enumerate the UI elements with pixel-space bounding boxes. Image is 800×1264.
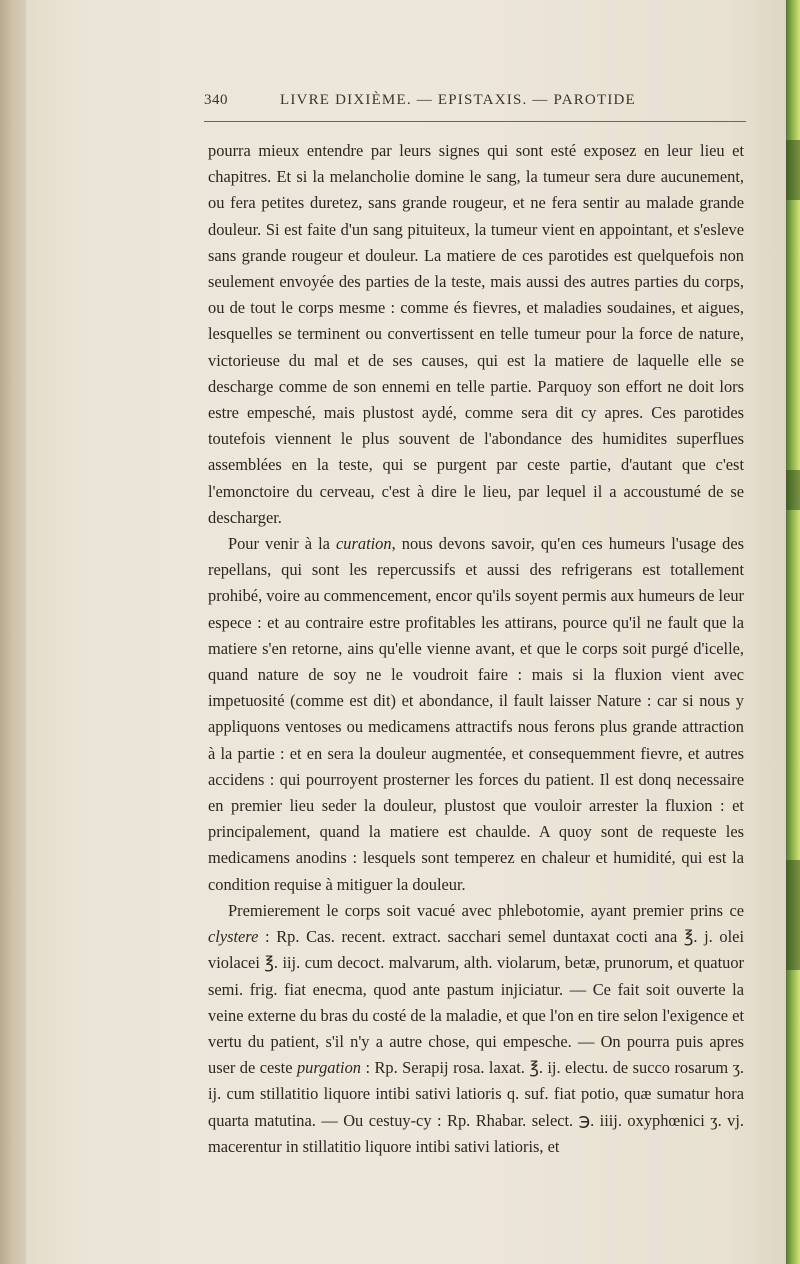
page-header: [0, 92, 800, 114]
paragraph-text: Pour venir à la: [228, 534, 337, 554]
fore-edge-stain: [786, 470, 800, 510]
paragraph-prescriptions: [208, 898, 744, 1160]
fore-edge-stain: [786, 140, 800, 200]
paragraph-text: , nous devons savoir, qu'en ces humeurs l'usage des repellans, qui sont les repercussifs et aussi des refrigerans est totallement prohibé, voire au commencement, encor qu'ils soyent permis aux humeurs de leur espece : et au contraire estre profitables les attirans, pource qu'il ne fault que la matiere s'en retorne, ains qu'elle vienne avant, et que le corps soit purgé d'icelle, quand nature de soy ne le voudroit faire : mais si la fluxion vient avec impetuosité (comme est dit) et abondance, il fault laisser Nature : car si nous y appliquons ventoses ou medicamens attractifs nous ferons plus grande attraction à la partie : et en sera la douleur augmentée, et consequemment fievre, et autres accidens : qui pourroyent prosterner les forces du patient. Il est donq necessaire en premier lieu seder la douleur, plustost que vouloir arrester la fluxion : et principalement, quand la matiere est chaulde. A quoy sont de requeste les medicamens anodins : lesquels sont temperez en chaleur et humidité, qui est la condition requise à mitiguer la douleur.: [208, 534, 744, 894]
fore-edge: [786, 0, 800, 1264]
italic-purgation: purgation: [296, 1058, 361, 1078]
paragraph-text: Premierement le corps soit vacué avec phlebotomie, ayant premier prins ce: [228, 900, 744, 920]
paragraph-text: : Rp. Cas. recent. extract. sacchari semel duntaxat cocti ana ℥. j. olei violacei ℥. iij. cum decoct. malvarum, alth. violarum, betæ, prunorum, et quatuor semi. frig. fiat enecma, quod ante pastum injiciatur. — Ce fait soit ouverte la veine externe du bras du costé de la maladie, et que l'on en tire selon l'exigence et vertu du patient, s'il n'y a autre chose, qui empesche. — On pourra puis apres user de ceste: [208, 927, 744, 1078]
header-rule: [204, 121, 746, 122]
paragraph-curation: [208, 531, 744, 898]
paragraph-text: : Rp. Serapij rosa. laxat. ℥. ij. electu. de succo rosarum ʒ. ij. cum stillatitio liquore intibi sativi latioris q. suf. fiat potio, quæ sumatur hora quarta matutina. — Ou cestuy-cy : Rp. Rhabar. select. ℈. iiij. oxyphœnici ʒ. vj. macerentur in stillatitio liquore intibi sativi latioris, et: [208, 1058, 745, 1156]
italic-curation: curation: [336, 534, 392, 554]
fore-edge-stain: [786, 860, 800, 970]
page-number: 340: [204, 92, 228, 108]
italic-clystere: clystere: [208, 927, 259, 947]
running-head: LIVRE DIXIÈME. — EPISTAXIS. — PAROTIDE: [280, 92, 636, 108]
paragraph-1: pourra mieux entendre par leurs signes qui sont esté exposez en leur lieu et chapitres. Et si la melancholie domine le sang, la tumeur sera dure aucunement, ou fera petites duretez, sans grande rougeur, et ne fera sentir au malade grande douleur. Si est faite d'un sang pituiteux, la tumeur vient en appointant, et s'esleve sans grande rougeur et douleur. La matiere de ces parotides est quelquefois non seulement envoyée des parties de la teste, mais aussi des autres parties du corps, ou de tout le corps mesme : comme és fievres, et maladies soudaines, et aigues, lesquelles se terminent ou convertissent en telle tumeur pour la force de nature, victorieuse du mal et de ses causes, qui est la matiere de laquelle elle se descharge comme de son ennemi en telle partie. Parquoy son effort ne doit lors estre empesché, mais plustost aydé, comme sera dit cy apres. Ces parotides toutefois viennent le plus souvent de l'abondance des humidites superflues assemblées en la teste, qui se purgent par ceste partie, d'autant que c'est l'emonctoire du cerveau, c'est à dire le lieu, par lequel il a accoustumé de se descharger.: [208, 141, 744, 527]
body-text: [208, 138, 744, 1160]
